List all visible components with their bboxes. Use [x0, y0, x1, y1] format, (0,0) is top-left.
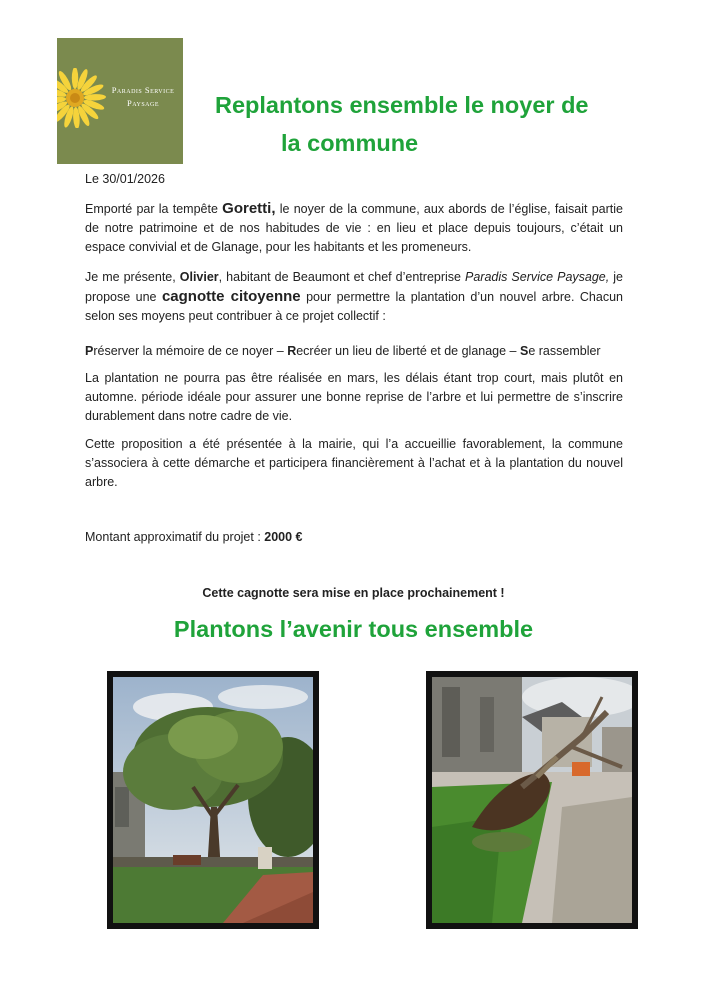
- goal-r-rest: ecréer un lieu de liberté et de glanage –: [296, 344, 520, 358]
- uprooted-tree-image: [432, 677, 632, 923]
- cagnotte-label: cagnotte citoyenne: [161, 288, 301, 305]
- walnut-tree-image: [113, 677, 313, 923]
- project-amount: [85, 530, 303, 544]
- paragraph-intro: [85, 199, 623, 257]
- paragraph-timing: La plantation ne pourra pas être réalisée en mars, les délais étant trop court, mais plutôt en automne. période idéale pour assurer une bonne reprise de l’arbre et lui permettre de s’inscrire durablement dans notre cadre de vie.: [85, 371, 623, 423]
- author-name: Olivier: [179, 270, 219, 284]
- p2-text-b: , habitant de Beaumont et chef d’entreprise: [218, 270, 466, 284]
- paragraph-goals: [85, 342, 623, 361]
- paragraph-presentation: [85, 268, 623, 326]
- goal-r-letter: R: [287, 344, 297, 358]
- p1-text-b: le noyer de la commune, aux abords de l’église, faisait partie de notre patrimoine et de nos habitudes de vie : en lieu et place depuis toujours, c’était un espace convivial et de Glanage, pour les habitants et les promeneurs.: [85, 202, 623, 254]
- p1-text-a: Emporté par la tempête: [85, 202, 223, 216]
- photo-uprooted-tree: [426, 671, 638, 929]
- goal-p-letter: P: [85, 344, 94, 358]
- company-logo: [57, 38, 183, 164]
- title-line-1: Replantons ensemble le noyer de: [215, 92, 589, 118]
- goal-s-letter: S: [520, 344, 529, 358]
- amount-label: Montant approximatif du projet :: [85, 530, 265, 544]
- paragraph-mairie: Cette proposition a été présentée à la mairie, qui l’a accueillie favorablement, la commune s’associera à cette démarche et participera financièrement à l’achat et à la plantation du nouvel arbre.: [85, 437, 623, 489]
- amount-value: 2000 €: [264, 530, 303, 544]
- goal-s-rest: e rassembler: [528, 344, 601, 358]
- photo-walnut-tree: [107, 671, 319, 929]
- p2-text-d: pour permettre la plantation d’un nouvel arbre. Chacun selon ses moyens peut contribuer à ce projet collectif :: [85, 290, 623, 323]
- company-name: Paradis Service Paysage,: [465, 270, 610, 284]
- page-title: [215, 86, 635, 162]
- logo-line-2: Paysage: [126, 98, 159, 108]
- daisy-flower-icon: [57, 68, 107, 128]
- title-line-2: la commune: [281, 130, 419, 156]
- slogan-heading: Plantons l’avenir tous ensemble: [173, 616, 534, 642]
- p2-text-c: je propose une: [85, 270, 623, 304]
- p2-text-a: Je me présente,: [85, 270, 180, 284]
- logo-line-1: Paradis Service: [111, 85, 175, 95]
- storm-name: Goretti,: [222, 200, 276, 217]
- goal-p-rest: réserver la mémoire de ce noyer –: [93, 344, 288, 358]
- document-date: Le 30/01/2026: [85, 172, 165, 186]
- cagnotte-notice: Cette cagnotte sera mise en place prochainement !: [202, 586, 505, 600]
- logo-text: [104, 84, 182, 110]
